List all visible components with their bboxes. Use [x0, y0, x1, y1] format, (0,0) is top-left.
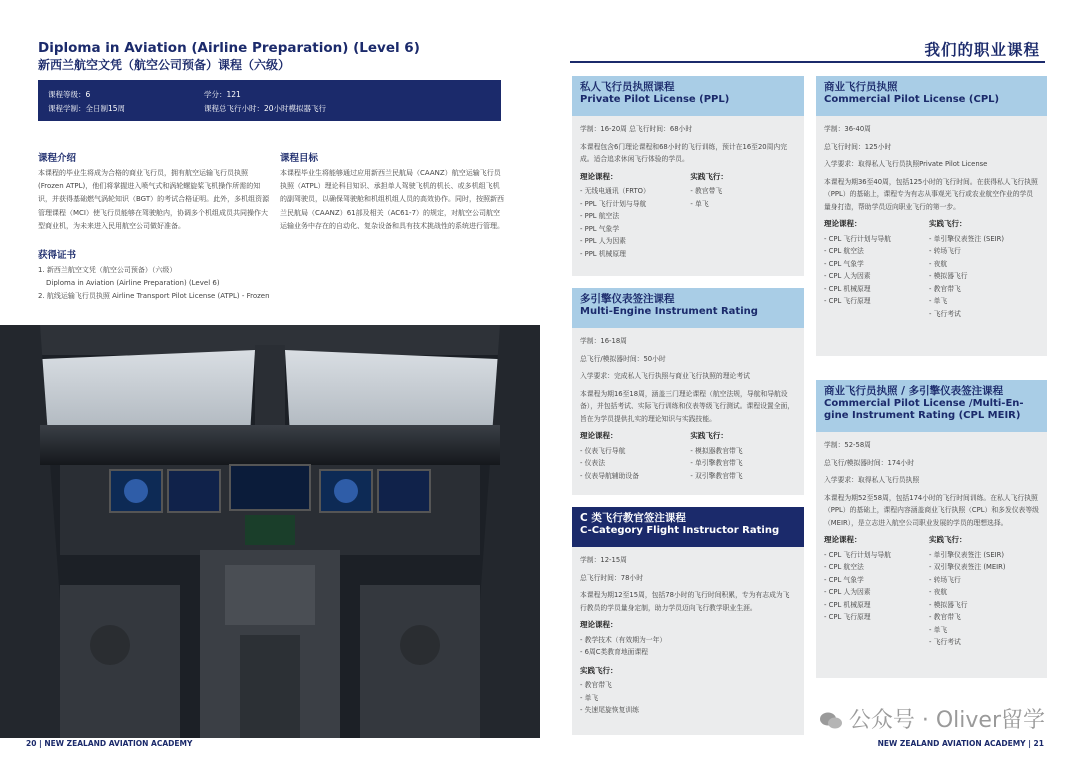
meir-req: 入学要求：完成私人飞行执照与商业飞行执照的理论考试 — [580, 372, 750, 380]
cfi-flight-heading: 实践飞行： — [580, 665, 618, 675]
list-item: - CPL 气象学 — [824, 259, 864, 268]
ppl-meta: 学制：16-20周 总飞行时间：68小时 — [580, 125, 693, 133]
cpl-meir-meta-1: 学制：52-58周 — [824, 441, 871, 449]
program-title-en: Diploma in Aviation (Airline Preparation) (Level 6) — [38, 40, 420, 56]
meir-title-en: Multi-Engine Instrument Rating — [580, 306, 758, 317]
cpl-card — [816, 76, 1047, 356]
cfi-meta-2: 总飞行时间：78小时 — [580, 573, 644, 582]
cpl-meir-card-header — [816, 380, 1047, 432]
ppl-desc: 本课程包含6门理论课程和68小时的飞行训练，预计在16至20周内完成。适合追求休闲飞行体验的学员。 — [580, 142, 787, 163]
list-item: - 夜航 — [929, 259, 948, 268]
cpl-req: 入学要求：取得私人飞行员执照Private Pilot License — [824, 160, 988, 168]
list-item: - 单飞 — [929, 297, 948, 305]
list-item: - 教官带飞 — [690, 187, 723, 195]
list-item: - PPL 气象学 — [580, 224, 620, 233]
list-item: - 单飞 — [690, 199, 709, 208]
ppl-flight-heading: 实践飞行： — [690, 171, 728, 181]
cfi-title-zh: C 类飞行教官签注课程 — [580, 512, 686, 524]
cpl-meir-req: 入学要求：取得私人飞行员执照 — [824, 476, 920, 484]
intro-heading: 课程介绍 — [38, 153, 77, 164]
list-item: - 双引擎教官带飞 — [690, 471, 743, 480]
list-item: - 教官带飞 — [929, 284, 961, 293]
list-item: - 转场飞行 — [929, 247, 961, 255]
cfi-card-header — [572, 507, 804, 547]
list-item: - 单引擎仪表签注 (SEIR) — [929, 550, 1004, 559]
list-item: - CPL 人为因素 — [824, 588, 871, 596]
list-item: - CPL 飞行计划与导航 — [824, 550, 891, 559]
ppl-title-en: Private Pilot License (PPL) — [580, 94, 730, 105]
list-item: - CPL 人为因素 — [824, 272, 871, 280]
cpl-title-zh: 商业飞行员执照 — [824, 81, 898, 93]
list-item: - 模拟器教官带飞 — [690, 446, 743, 455]
list-item: - 仪表法 — [580, 459, 606, 467]
program-info-bar — [38, 80, 501, 121]
info-level: 课程等级：6 — [48, 90, 91, 99]
list-item: - PPL 机械原理 — [580, 249, 626, 258]
list-item: - PPL 飞行计划与导航 — [580, 199, 647, 208]
cert-heading: 获得证书 — [38, 250, 77, 261]
meir-flight-heading: 实践飞行： — [690, 431, 728, 440]
cpl-meir-title-en-1: Commercial Pilot License /Multi-En- — [824, 398, 1024, 409]
program-title-zh: 新西兰航空文凭（航空公司预备）课程（六级） — [38, 58, 291, 72]
cpl-meta-2: 总飞行时间：125小时 — [824, 142, 892, 151]
cfi-desc: 本课程为期12至15周，包括78小时的飞行时间积累，专为有志成为飞行教员的学员量身定制，助力学员迈向飞行教学职业生涯。 — [580, 591, 790, 612]
list-item: - 转场飞行 — [929, 575, 961, 584]
list-item: - CPL 飞行计划与导航 — [824, 234, 891, 243]
list-item: - CPL 航空法 — [824, 247, 864, 255]
list-item: - 模拟器飞行 — [929, 600, 968, 609]
cfi-card — [572, 507, 804, 735]
list-item: - 夜航 — [929, 588, 948, 596]
cpl-meir-flight-heading: 实践飞行： — [929, 535, 967, 544]
meir-desc: 本课程为期16至18周，涵盖三门理论课程（航空法规，导航和导航设备），并包括考试、实际飞行训练和仪表等级飞行测试。课程设置全面，旨在为学员提供扎实的理论知识与实践技能。 — [580, 389, 795, 423]
cfi-theory-heading: 理论课程： — [580, 620, 618, 629]
cpl-meir-card — [816, 380, 1047, 678]
info-hours: 课程总飞行小时：20小时模拟器飞行 — [204, 104, 327, 113]
list-item: - 仪表飞行导航 — [580, 446, 626, 455]
intro-text: 本课程的毕业生将成为合格的商业飞行员，拥有航空运输飞行员执照(Frozen ATPL)，他们将掌握进入喷气式和涡轮螺旋桨飞机操作所需的知识，并获得基础燃气涡轮知识（BGT）的考试合格证明。此外，多机组资源管理课程（MCI）使飞行员能够在驾驶舱内，协调多个机组成员共同操作大型商业机，为未来进入民用航空公司做好准备。 — [38, 169, 270, 230]
cfi-title-en: C-Category Flight Instructor Rating — [580, 525, 780, 536]
cockpit-photo — [0, 325, 540, 738]
cpl-desc: 本课程为期36至40周，包括125小时的飞行时间。在获得私人飞行执照（PPL）的基础上，课程专为有志从事观光飞行或农业航空作业的学员量身打造，帮助学员迈向职业飞行的第一步。 — [824, 177, 1038, 211]
list-item: - 无线电通讯（FRTO） — [580, 187, 650, 195]
list-item: - 教官带飞 — [580, 681, 612, 689]
meir-meta-2: 总飞行/模拟器时间：50小时 — [580, 354, 666, 363]
list-item: - PPL 人为因素 — [580, 237, 626, 245]
list-item: - 飞行考试 — [929, 309, 961, 318]
meir-title-zh: 多引擎仪表签注课程 — [580, 293, 675, 305]
list-item: - 单飞 — [929, 625, 948, 634]
list-item: - 教学技术（有效期为一年） — [580, 635, 667, 644]
wechat-icon — [819, 711, 843, 731]
right-footer: NEW ZEALAND AVIATION ACADEMY | 21 — [877, 739, 1044, 748]
cpl-meir-theory-heading: 理论课程： — [824, 535, 862, 544]
cpl-flight-heading: 实践飞行： — [929, 219, 967, 228]
cert-item-2: 2. 航线运输飞行员执照 Airline Transport Pilot License (ATPL) - Frozen — [38, 292, 270, 300]
cert-item-1-en: Diploma in Aviation (Airline Preparation) (Level 6) — [46, 279, 220, 287]
ppl-theory-heading: 理论课程： — [580, 171, 618, 181]
goal-text: 本课程毕业生将能够通过应用新西兰民航局（CAANZ）航空运输飞行员执照（ATPL）理论科目知识、承担单人驾驶飞机的机长、或多机组飞机的副驾驶员，以确保驾驶舱和机组机组人员的高效协作。同时，按照新西兰民航局（CAANZ）61部及相关（AC61-7）的规定，对航空公司航空运输业务中存在的自动化、复杂设备和具有技术挑战性的系统进行管理。 — [280, 169, 504, 230]
list-item: - 6周C类教育地面课程 — [580, 648, 649, 656]
list-item: - CPL 气象学 — [824, 575, 864, 584]
list-item: - 仪表导航辅助设备 — [580, 471, 639, 480]
cpl-meir-desc: 本课程为期52至58周，包括174小时的飞行时间训练。在私人飞行执照（PPL）的基础上，课程内容涵盖商业飞行执照（CPL）和多发仪表等级（MEIR），是立志进入航空公司职业发展的学员的理想选择。 — [824, 493, 1039, 527]
list-item: - 模拟器飞行 — [929, 272, 968, 280]
career-courses-title: 我们的职业课程 — [924, 41, 1040, 59]
cpl-card-header — [816, 76, 1047, 116]
list-item: - 单引擎教官带飞 — [690, 459, 743, 467]
info-credits: 学分：121 — [204, 90, 241, 99]
cpl-meir-title-zh: 商业飞行员执照 / 多引擎仪表签注课程 — [824, 385, 1004, 397]
goal-heading: 课程目标 — [280, 153, 319, 164]
list-item: - CPL 航空法 — [824, 563, 864, 571]
list-item: - 单飞 — [580, 693, 599, 702]
list-item: - 单引擎仪表签注 (SEIR) — [929, 234, 1004, 243]
cpl-meir-meta-2: 总飞行/模拟器时间：174小时 — [824, 458, 915, 467]
list-item: - 教官带飞 — [929, 613, 961, 621]
left-footer: 20 | NEW ZEALAND AVIATION ACADEMY — [26, 739, 193, 748]
watermark-text: 公众号 · Oliver留学 — [848, 708, 1045, 733]
info-duration: 课程学制：全日制15周 — [48, 104, 126, 113]
cpl-title-en: Commercial Pilot License (CPL) — [824, 94, 1000, 105]
meir-meta-1: 学制：16-18周 — [580, 337, 627, 345]
wechat-watermark — [819, 703, 1045, 734]
cert-item-1: 1. 新西兰航空文凭（航空公司预备）（六级） — [38, 266, 177, 274]
list-item: - 失速尾旋恢复训练 — [580, 706, 639, 714]
meir-card — [572, 288, 804, 495]
ppl-title-zh: 私人飞行员执照课程 — [580, 81, 675, 93]
ppl-card — [572, 76, 804, 276]
list-item: - CPL 飞行原理 — [824, 613, 871, 621]
list-item: - 双引擎仪表签注 (MEIR) — [929, 563, 1006, 571]
cpl-meir-title-en-2: gine Instrument Rating (CPL MEIR) — [824, 410, 1021, 421]
list-item: - 飞行考试 — [929, 638, 961, 646]
title-divider — [570, 61, 1045, 63]
cfi-meta-1: 学制：12-15周 — [580, 556, 627, 564]
meir-card-header — [572, 288, 804, 328]
list-item: - CPL 机械原理 — [824, 284, 871, 293]
list-item: - PPL 航空法 — [580, 212, 620, 220]
ppl-card-header — [572, 76, 804, 116]
cpl-meta-1: 学制：36-40周 — [824, 125, 871, 133]
meir-theory-heading: 理论课程： — [580, 431, 618, 440]
cpl-theory-heading: 理论课程： — [824, 219, 862, 228]
list-item: - CPL 机械原理 — [824, 600, 871, 609]
list-item: - CPL 飞行原理 — [824, 297, 871, 305]
